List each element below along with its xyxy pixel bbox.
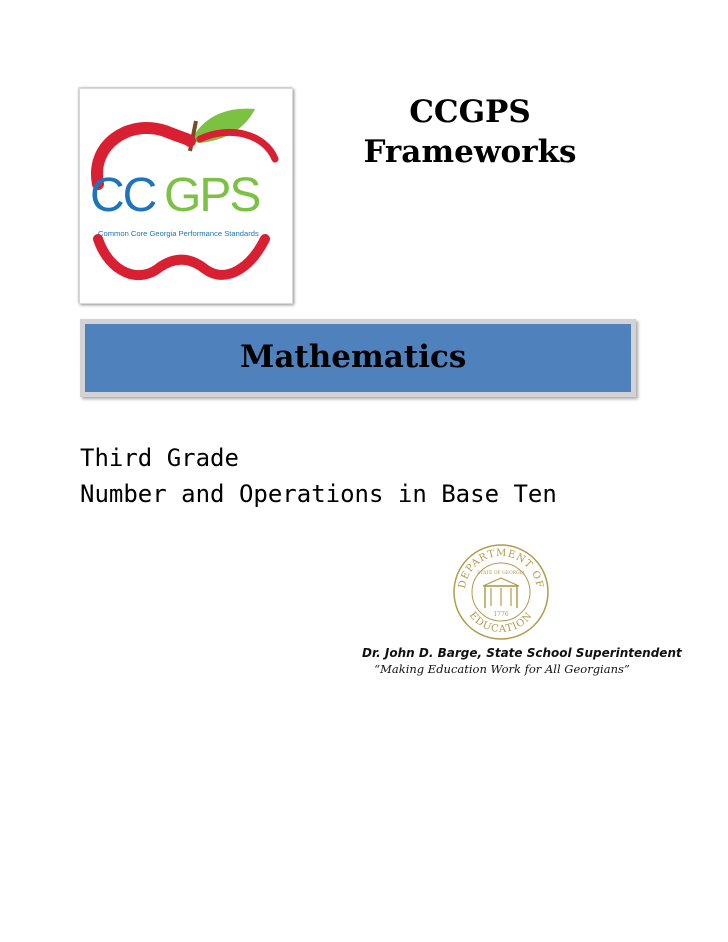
ccgps-logo (79, 88, 293, 304)
seal-icon (451, 542, 551, 642)
logo-acronym-cc: CC (90, 169, 156, 222)
superintendent-credit (362, 645, 682, 677)
apple-outline-bottom (98, 239, 265, 275)
grade-label: Third Grade (80, 444, 239, 472)
seal-inner-text: STATE OF GEORGIA (477, 571, 525, 576)
seal-ring-text-bottom: EDUCATION (466, 609, 536, 636)
subject-title: Mathematics (240, 339, 467, 375)
svg-text:DEPARTMENT OF (457, 548, 545, 590)
apple-logo-graphic (80, 89, 292, 303)
motto: “Making Education Work for All Georgians” (374, 662, 630, 676)
superintendent-name: Dr. John D. Barge, State School Superintendent (362, 646, 682, 660)
subject-banner-fill (85, 324, 631, 392)
seal-year: 1776 (493, 611, 509, 618)
title-line-1: CCGPS (409, 94, 531, 130)
subject-banner (80, 319, 636, 397)
page-title (340, 92, 600, 172)
seal-ring-text-top: DEPARTMENT OF (457, 547, 545, 590)
logo-acronym-gps: GPS (164, 169, 260, 222)
title-line-2: Frameworks (363, 134, 577, 170)
unit-label: Number and Operations in Base Ten (80, 480, 557, 508)
document-subtitle (80, 440, 557, 512)
department-seal (451, 542, 551, 646)
logo-tagline: Common Core Georgia Performance Standards (98, 229, 259, 238)
